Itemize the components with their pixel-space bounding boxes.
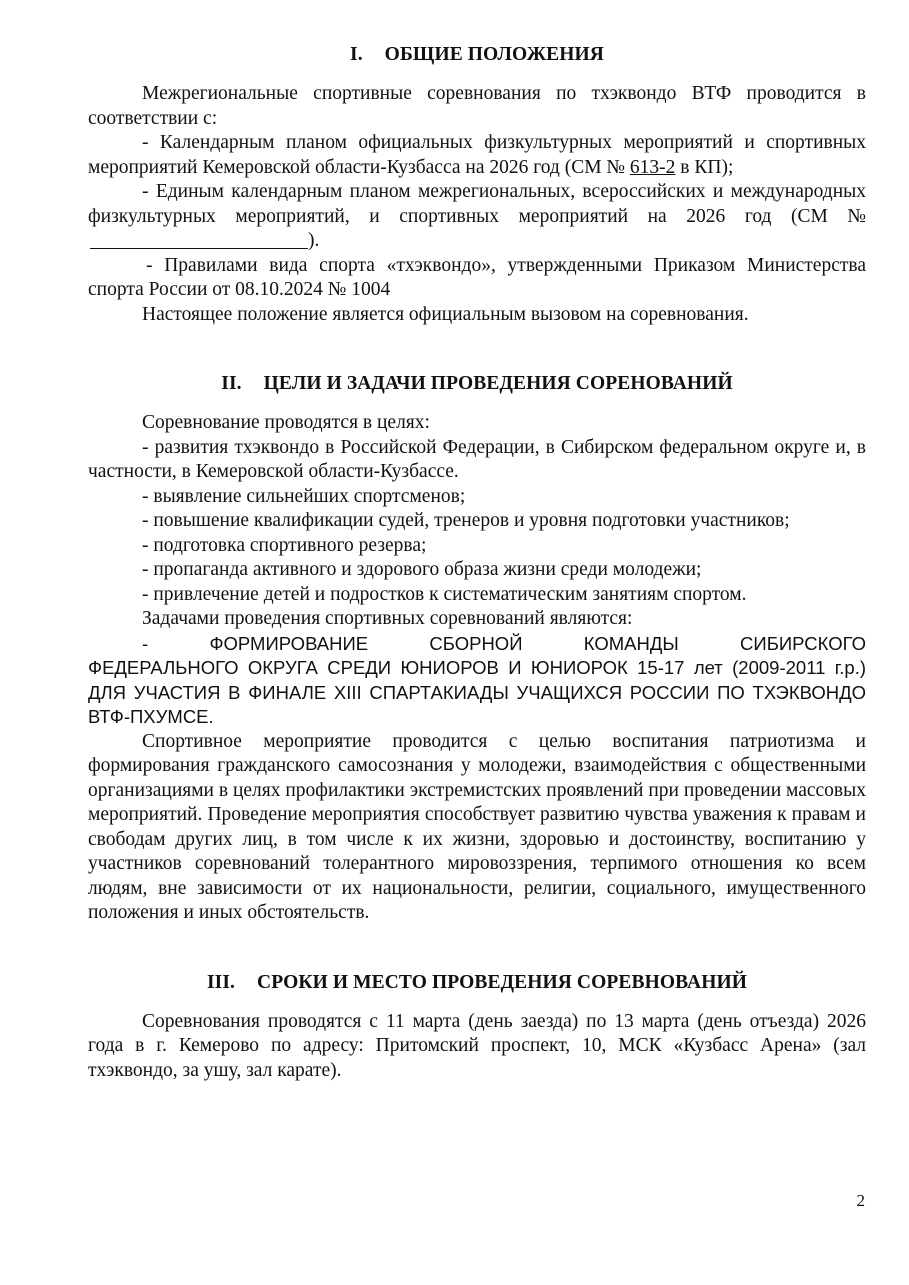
section-2-number: II.	[221, 373, 242, 394]
tasks-intro: Задачами проведения спортивных соревнований являются:	[142, 608, 633, 629]
purpose-paragraph: Спортивное мероприятие проводится с целью воспитания патриотизма и формирования гражданского самосознания у молодежи, взаимодействия с общественными организациями в целях профилактики экстремистских проявлений при проведении массовых мероприятий. Проведение мероприятия способствует развитию чувства уважения к правам и свободам других лиц, в том числе к их жизни, здоровью и достоинству, воспитанию у участников соревнований толерантного мировоззрения, терпимого отношения ко всем людям, вне зависимости от их национальности, религии, социального, имущественного положения и иных обстоятельств.	[88, 730, 866, 923]
blank-fill-line	[90, 230, 308, 249]
section-3-number: III.	[206, 971, 236, 993]
goal-item: - повышение квалификации судей, тренеров и уровня подготовки участников;	[142, 510, 790, 531]
calendar-number-link: 613-2	[629, 156, 676, 178]
task-first-line: - ФОРМИРОВАНИЕ СБОРНОЙ КОМАНДЫ СИБИРСКОГО	[142, 632, 866, 654]
section-2-heading	[88, 371, 866, 397]
goals-intro: Соревнование проводятся в целях:	[142, 412, 430, 433]
section-1-item-2: - Единым календарным планом межрегиональных, всероссийских и международных физкультурных мероприятий, и спортивных мероприятий на 2026 год (СМ №).	[88, 181, 866, 251]
section-1-intro: Межрегиональные спортивные соревнования по тхэквондо ВТФ проводится в соответствии с:	[88, 83, 866, 129]
section-3-heading	[88, 970, 866, 996]
section-1-title: ОБЩИЕ ПОЛОЖЕНИЯ	[384, 44, 604, 65]
section-1-item-3: - Правилами вида спорта «тхэквондо», утвержденными Приказом Министерства спорта России от 08.10.2024 № 1004	[88, 254, 866, 300]
goal-item: - выявление сильнейших спортсменов;	[142, 485, 466, 507]
task-text: ФЕДЕРАЛЬНОГО ОКРУГА СРЕДИ ЮНИОРОВ И ЮНИОРОК 15-17 лет (2009-2011 г.р.) ДЛЯ УЧАСТИЯ В ФИНАЛЕ XIII СПАРТАКИАДЫ УЧАЩИХСЯ РОССИИ ПО ТХЭКВОНДО ВТФ-ПХУМСЕ.	[88, 657, 866, 727]
section-1-item-1: - Календарным планом официальных физкультурных мероприятий и спортивных мероприятий Кемеровской области-Кузбасса на 2026 год (СМ № 613-2 в КП);	[88, 132, 866, 178]
page-number: 2	[856, 1191, 865, 1210]
section-1-number: I.	[350, 44, 363, 65]
section-1-heading	[88, 42, 866, 68]
goal-item: - привлечение детей и подростков к систематическим занятиям спортом.	[142, 583, 747, 605]
section-2-title: ЦЕЛИ И ЗАДАЧИ ПРОВЕДЕНИЯ СОРЕНОВАНИЙ	[263, 373, 733, 394]
document-page	[88, 40, 866, 1083]
goal-item: - пропаганда активного и здорового образа жизни среди молодежи;	[142, 559, 702, 580]
goal-item: - развития тхэквондо в Российской Федерации, в Сибирском федеральном округе и, в частности, в Кемеровской области-Кузбассе.	[88, 436, 866, 482]
goal-item: - подготовка спортивного резерва;	[142, 534, 427, 556]
section-1-closing: Настоящее положение является официальным вызовом на соревнования.	[142, 303, 749, 325]
section-3-text: Соревнования проводятся с 11 марта (день заезда) по 13 марта (день отъезда) 2026 года в г. Кемерово по адресу: Притомский проспект, 10, МСК «Кузбасс Арена» (зал тхэквондо, за ушу, зал карате).	[88, 1010, 866, 1081]
section-3-title: СРОКИ И МЕСТО ПРОВЕДЕНИЯ СОРЕВНОВАНИЙ	[257, 971, 748, 993]
